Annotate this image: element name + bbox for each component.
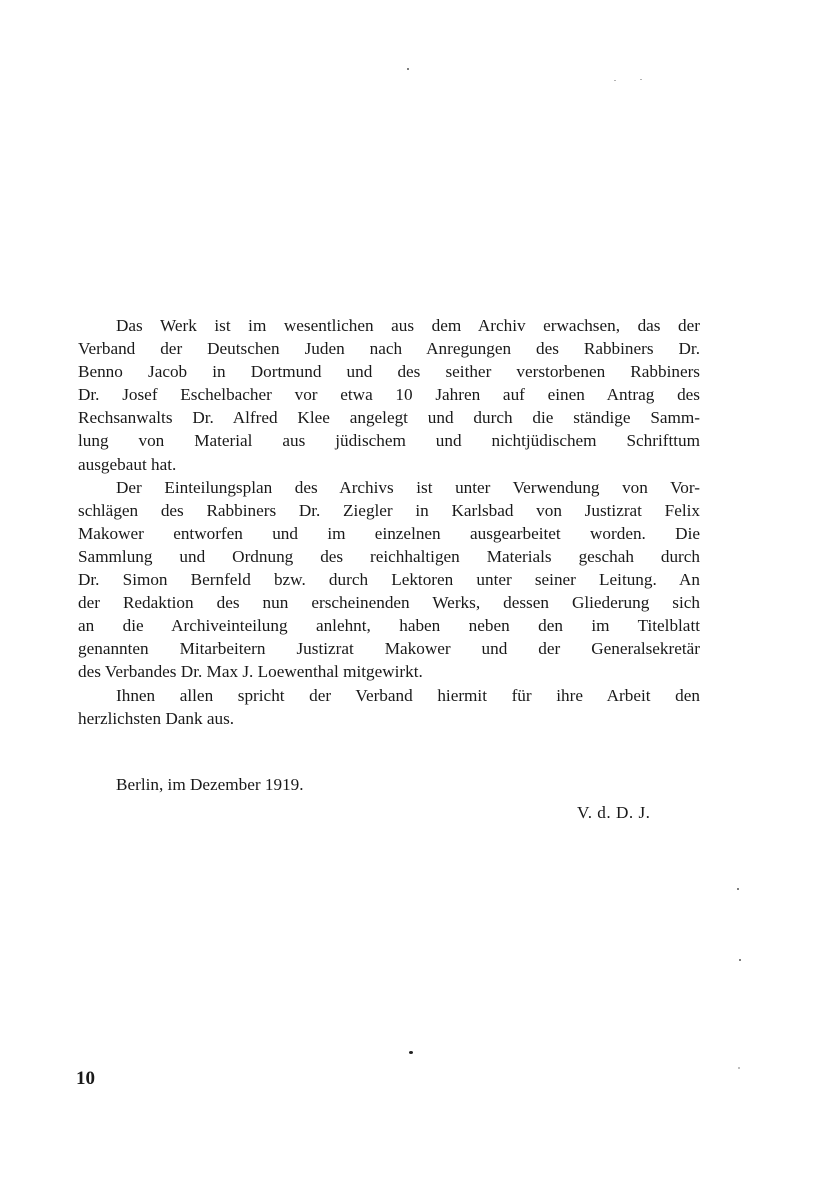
text-line: Rechsanwalts Dr. Alfred Klee angelegt und durch die ständige Samm- (78, 408, 700, 428)
text-line: Verband der Deutschen Juden nach Anregungen des Rabbiners Dr. (78, 339, 700, 359)
paragraph-2 (78, 476, 700, 684)
text-line: lung von Material aus jüdischem und nichtjüdischem Schrifttum (78, 431, 700, 451)
text-line: des Verbandes Dr. Max J. Loewenthal mitgewirkt. (78, 662, 423, 682)
scan-speck (640, 79, 642, 80)
text-line: der Redaktion des nun erscheinenden Werks, dessen Gliederung sich (78, 593, 700, 613)
text-line: Makower entworfen und im einzelnen ausgearbeitet worden. Die (78, 523, 700, 543)
scan-speck (409, 1051, 413, 1054)
scan-speck (739, 959, 741, 961)
scan-speck (407, 68, 409, 70)
paragraph-3 (78, 684, 700, 730)
text-line: Dr. Simon Bernfeld bzw. durch Lektoren unter seiner Leitung. An (78, 570, 700, 590)
text-line: Ihnen allen spricht der Verband hiermit für ihre Arbeit den (116, 685, 700, 705)
page-number: 10 (76, 1068, 95, 1089)
text-line: ausgebaut hat. (78, 454, 177, 474)
text-line: Benno Jacob in Dortmund und des seither verstorbenen Rabbiners (78, 362, 700, 382)
scan-speck (614, 80, 616, 81)
text-line: genannten Mitarbeitern Justizrat Makower und der Generalsekretär (78, 639, 700, 659)
text-line: Sammlung und Ordnung des reichhaltigen Materials geschah durch (78, 546, 700, 566)
signature: V. d. D. J. (577, 803, 651, 822)
paragraph-1 (78, 314, 700, 476)
text-line: herzlichsten Dank aus. (78, 708, 235, 728)
scan-speck (738, 1067, 740, 1069)
text-line: Das Werk ist im wesentlichen aus dem Archiv erwachsen, das der (116, 316, 700, 335)
text-line: an die Archiveinteilung anlehnt, haben neben den im Titelblatt (78, 616, 700, 636)
scan-speck (737, 888, 739, 890)
dateline: Berlin, im Dezember 1919. (116, 775, 304, 794)
body-text (78, 314, 700, 730)
text-line: schlägen des Rabbiners Dr. Ziegler in Karlsbad von Justizrat Felix (78, 500, 700, 520)
text-line: Der Einteilungsplan des Archivs ist unter Verwendung von Vor- (116, 477, 700, 497)
text-line: Dr. Josef Eschelbacher vor etwa 10 Jahren auf einen Antrag des (78, 385, 700, 405)
